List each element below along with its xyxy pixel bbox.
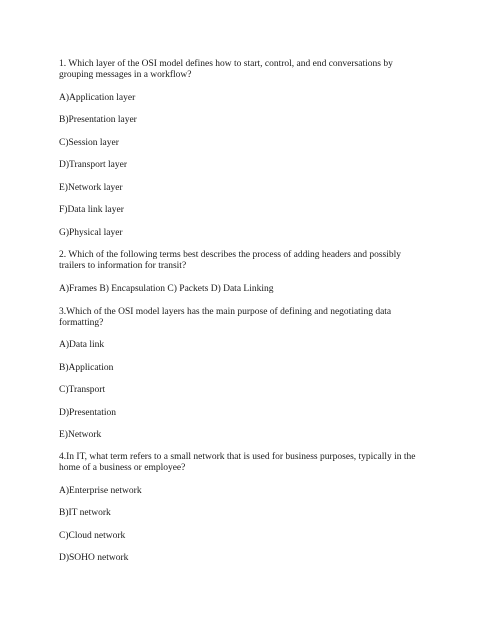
question-2-text-line-1: 2. Which of the following terms best describes the process of adding headers and possibly — [59, 250, 402, 260]
question-3-option-c: C)Transport — [59, 385, 106, 395]
question-3-option-d: D)Presentation — [59, 408, 116, 418]
question-3-option-e: E)Network — [59, 430, 102, 440]
question-1-option-g: G)Physical layer — [59, 228, 123, 238]
question-4-option-b: B)IT network — [59, 508, 111, 518]
question-3-text-line-2: formatting? — [59, 318, 104, 328]
question-4-option-c: C)Cloud network — [59, 531, 126, 541]
question-2-options: A)Frames B) Encapsulation C) Packets D) Data Linking — [59, 284, 274, 294]
question-1-option-a: A)Application layer — [59, 93, 136, 103]
question-1-option-c: C)Session layer — [59, 138, 119, 148]
question-3-option-a: A)Data link — [59, 340, 105, 350]
question-1-option-b: B)Presentation layer — [59, 115, 137, 125]
question-4-text-line-1: 4.In IT, what term refers to a small network that is used for business purposes, typically in the — [59, 452, 416, 462]
question-4-text-line-2: home of a business or employee? — [59, 463, 186, 473]
question-4-option-d: D)SOHO network — [59, 553, 129, 563]
question-1-option-d: D)Transport layer — [59, 160, 127, 170]
question-3-option-b: B)Application — [59, 363, 114, 373]
question-3-text-line-1: 3.Which of the OSI model layers has the main purpose of defining and negotiating data — [59, 307, 392, 317]
question-2-text-line-2: trailers to information for transit? — [59, 261, 187, 271]
question-1-text-line-1: 1. Which layer of the OSI model defines how to start, control, and end conversations by — [59, 59, 393, 69]
question-1-option-e: E)Network layer — [59, 183, 123, 193]
question-1-option-f: F)Data link layer — [59, 205, 124, 215]
question-1-text-line-2: grouping messages in a workflow? — [59, 70, 192, 80]
question-4-option-a: A)Enterprise network — [59, 486, 142, 496]
